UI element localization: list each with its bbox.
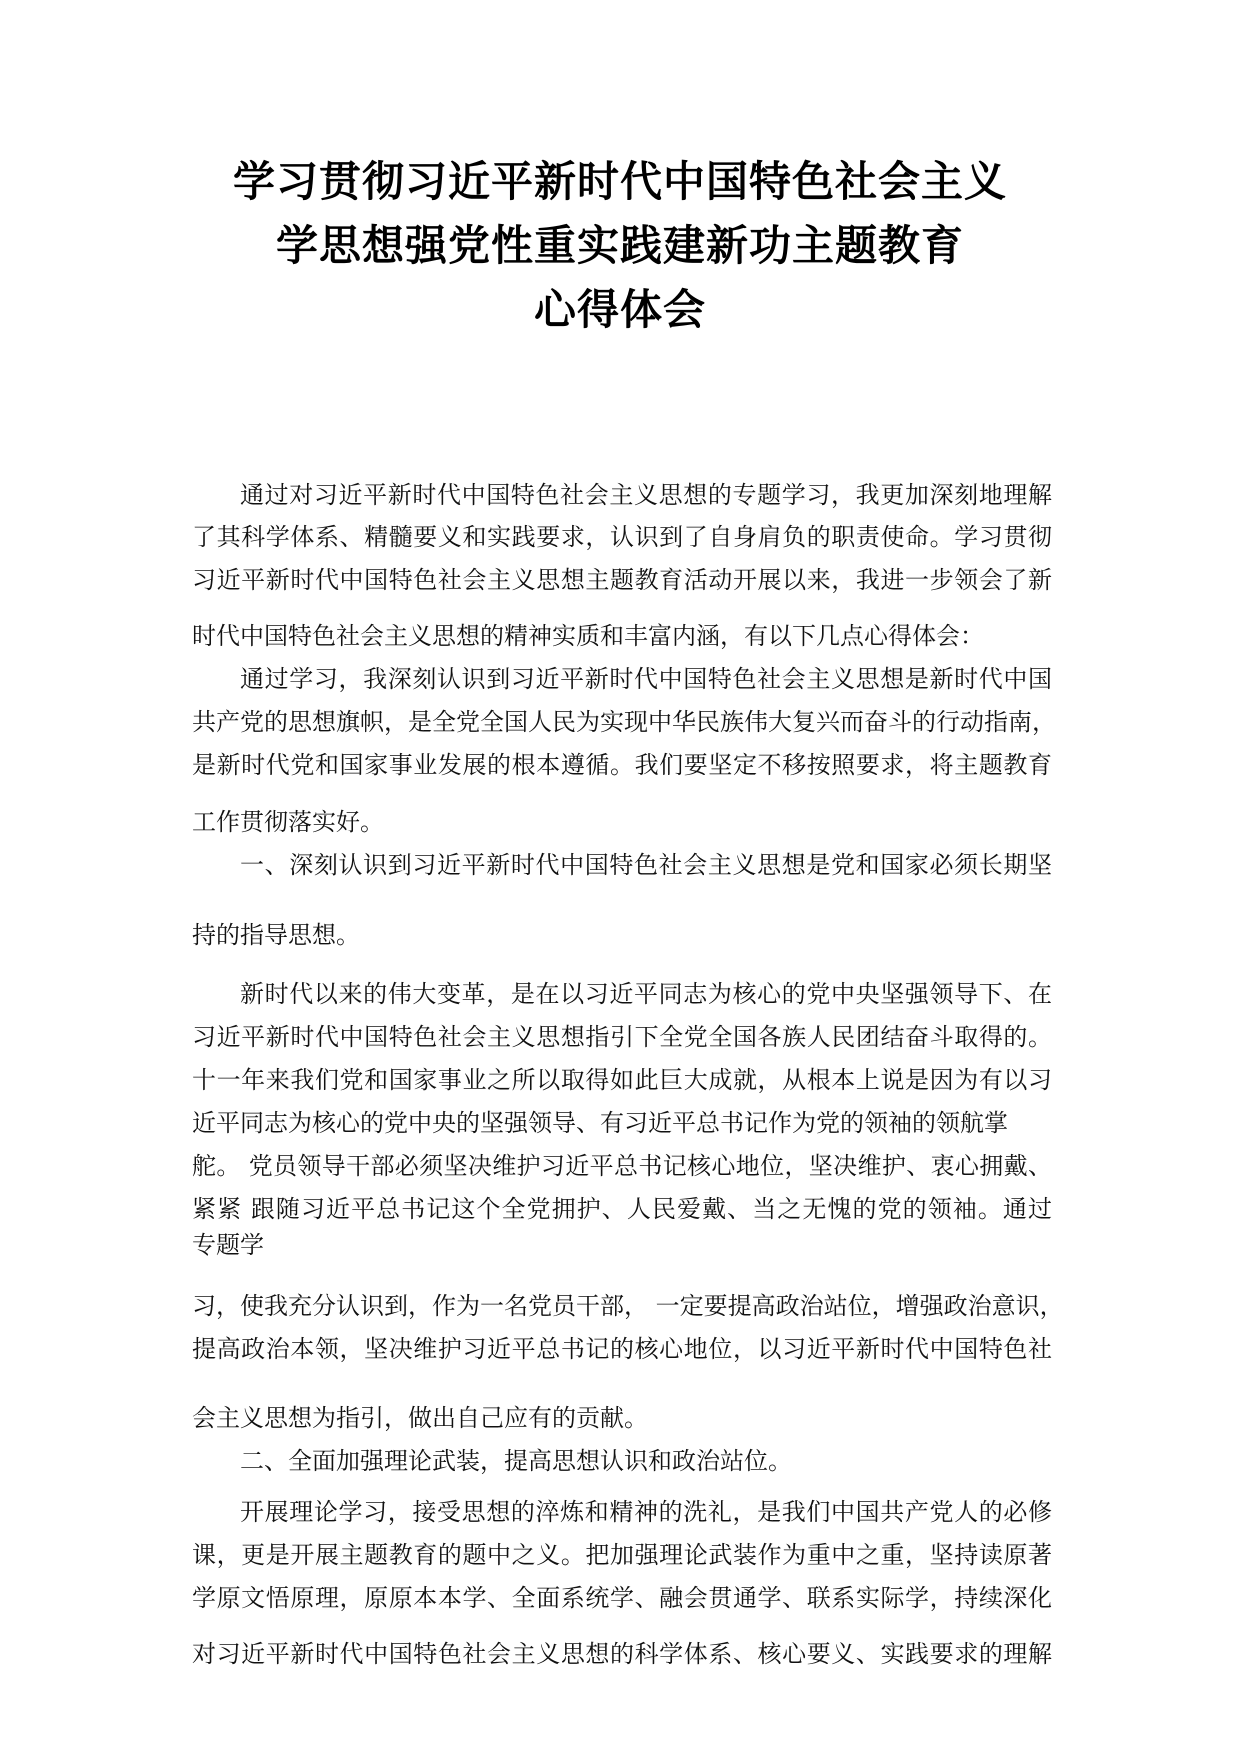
body-line: 课，更是开展主题教育的题中之义。把加强理论武装作为重中之重，坚持读原著 bbox=[192, 1541, 1052, 1569]
body-line: 舵。 党员领导干部必须坚决维护习近平总书记核心地位，坚决维护、衷心拥戴、 bbox=[192, 1152, 1052, 1180]
body-line: 习近平新时代中国特色社会主义思想主题教育活动开展以来，我进一步领会了新 bbox=[192, 566, 1052, 594]
body-line: 通过对习近平新时代中国特色社会主义思想的专题学习，我更加深刻地理解 bbox=[240, 481, 1052, 509]
title-line-2: 学思想强党性重实践建新功主题教育 bbox=[275, 221, 964, 270]
title-line-3: 心得体会 bbox=[533, 285, 706, 334]
body-line: 时代中国特色社会主义思想的精神实质和丰富内涵，有以下几点心得体会： bbox=[192, 622, 984, 650]
body-line: 共产党的思想旗帜，是全党全国人民为实现中华民族伟大复兴而奋斗的行动指南， bbox=[192, 708, 1056, 736]
body-line: 了其科学体系、精髓要义和实践要求，认识到了自身肩负的职责使命。学习贯彻 bbox=[192, 523, 1052, 551]
body-line: 紧紧 跟随习近平总书记这个全党拥护、人民爱戴、当之无愧的党的领袖。通过 bbox=[192, 1195, 1052, 1223]
section-heading-1-end: 持的指导思想。 bbox=[192, 921, 360, 949]
body-line: 新时代以来的伟大变革，是在以习近平同志为核心的党中央坚强领导下、在 bbox=[240, 980, 1052, 1008]
body-line: 学原文悟原理，原原本本学、全面系统学、融会贯通学、联系实际学，持续深化 bbox=[192, 1584, 1052, 1612]
section-heading-2: 二、全面加强理论武装，提高思想认识和政治站位。 bbox=[240, 1447, 792, 1475]
section-heading-1: 一、深刻认识到习近平新时代中国特色社会主义思想是党和国家必须长期坚 bbox=[240, 851, 1052, 879]
body-line: 十一年来我们党和国家事业之所以取得如此巨大成就，从根本上说是因为有以习 bbox=[192, 1066, 1052, 1094]
body-line: 工作贯彻落实好。 bbox=[192, 808, 384, 836]
body-line: 专题学 bbox=[192, 1231, 264, 1259]
body-line: 开展理论学习，接受思想的淬炼和精神的洗礼，是我们中国共产党人的必修 bbox=[240, 1498, 1052, 1526]
body-line: 会主义思想为指引，做出自己应有的贡献。 bbox=[192, 1404, 648, 1432]
body-line: 是新时代党和国家事业发展的根本遵循。我们要坚定不移按照要求，将主题教育 bbox=[192, 751, 1052, 779]
body-line: 习近平新时代中国特色社会主义思想指引下全党全国各族人民团结奋斗取得的。 bbox=[192, 1023, 1052, 1051]
body-line: 通过学习，我深刻认识到习近平新时代中国特色社会主义思想是新时代中国 bbox=[240, 665, 1052, 693]
body-line: 习，使我充分认识到，作为一名党员干部， 一定要提高政治站位，增强政治意识， bbox=[192, 1292, 1064, 1320]
body-line: 提高政治本领，坚决维护习近平总书记的核心地位，以习近平新时代中国特色社 bbox=[192, 1335, 1052, 1363]
body-line: 对习近平新时代中国特色社会主义思想的科学体系、核心要义、实践要求的理解 bbox=[192, 1640, 1052, 1668]
title-line-1: 学习贯彻习近平新时代中国特色社会主义 bbox=[232, 157, 1007, 206]
body-line: 近平同志为核心的党中央的坚强领导、有习近平总书记作为党的领袖的领航掌 bbox=[192, 1109, 1008, 1137]
document-title bbox=[150, 150, 1090, 342]
